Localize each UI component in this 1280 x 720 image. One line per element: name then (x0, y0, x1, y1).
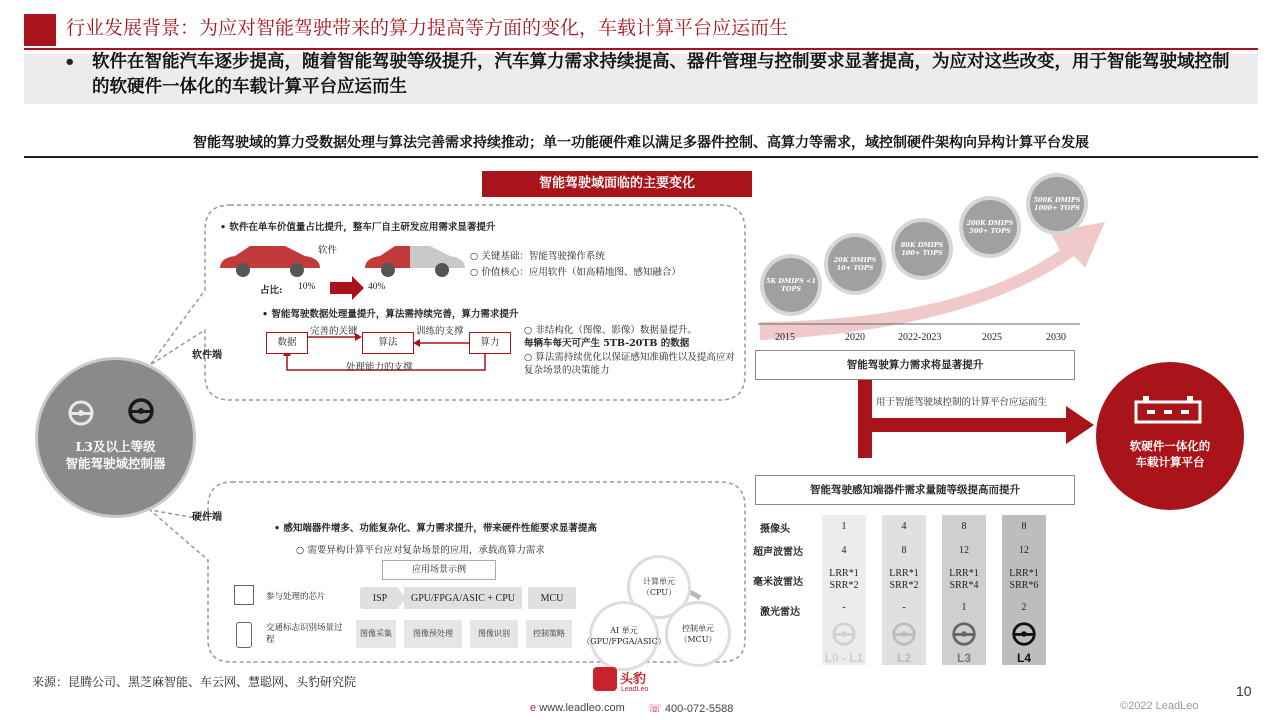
compute-unit: 计算单元（CPU） (630, 558, 688, 616)
share-label: 占比: (260, 285, 283, 296)
steering-hands-off-icon (66, 398, 96, 432)
hardware-side-label: 硬件端 (192, 512, 222, 523)
mmw1-l3: LRR*1 (949, 568, 979, 579)
process-label: 交通标志识别场景过程 (266, 623, 343, 645)
camera-l4: 8 (1021, 521, 1027, 532)
brand-logo-icon (593, 667, 617, 691)
year-2015: 2015 (775, 332, 795, 343)
mmw2-l2: SRR*2 (889, 580, 919, 591)
compute-caption: 智能驾驶算力需求将显著提升 (755, 350, 1075, 380)
control-unit: 控制单元（MCU） (668, 604, 728, 664)
lidar-l0: - (842, 602, 846, 613)
mmw2-l0: SRR*2 (829, 580, 859, 591)
compute-pin-2025: 200K DMIPS 500+ TOPS (963, 200, 1017, 254)
level-l3: L3 (956, 651, 971, 665)
source-note: 来源：昆腾公司、黑芝麻智能、车云网、慧聪网、头豹研究院 (32, 675, 357, 689)
controller-label: L3及以上等级 智能驾驶域控制器 (65, 439, 166, 471)
software-tag: 软件 (318, 245, 338, 256)
row-label-lidar: 激光雷达 (760, 607, 800, 618)
year-2020: 2020 (845, 332, 865, 343)
year-2025: 2025 (982, 332, 1002, 343)
phone-number: ☏ 400-072-5588 (648, 703, 734, 715)
copyright: ©2022 LeadLeo (1120, 700, 1199, 712)
mmw1-l4: LRR*1 (1009, 568, 1039, 579)
sensor-caption: 智能驾驶感知端器件需求量随等级提高而提升 (755, 475, 1075, 505)
output-circle (1096, 362, 1244, 510)
section-subheading: 智能驾驶域的算力受数据处理与算法完善需求持续推动；单一功能硬件难以满足多器件控制、高算力等需求，域控制硬件架构向异构计算平台发展 (193, 135, 1089, 151)
flow-data-box: 数据 (266, 332, 308, 354)
chip-icon (234, 585, 254, 605)
ai-unit: AI 单元（GPU/FPGA/ASIC） (592, 604, 656, 668)
row-label-ultrasonic: 超声波雷达 (753, 547, 803, 558)
summary-bullet: • (64, 52, 76, 73)
flow-algorithm-box: 算法 (362, 332, 414, 354)
year-2030: 2030 (1046, 332, 1066, 343)
car-icon-after (360, 240, 470, 280)
ultrasonic-l2: 8 (901, 545, 907, 556)
step-capture: 图像采集 (356, 620, 396, 648)
software-point-1: • 软件在单车价值量占比提升，整车厂自主研发应用需求显著提升 (220, 222, 496, 233)
flow-edge-3: 处理能力的支撑 (346, 362, 413, 373)
page-title: 行业发展背景：为应对智能驾驶带来的算力提高等方面的变化，车载计算平台应运而生 (66, 17, 789, 39)
output-label: 软硬件一体化的 车载计算平台 (1129, 439, 1211, 469)
website-link[interactable]: e www.leadleo.com (530, 702, 625, 714)
level-l0-l1: L0 - L1 (824, 651, 864, 665)
scene-header: 应用场景示例 (382, 560, 496, 580)
share-to: 40% (368, 282, 386, 292)
steering-l3-icon (950, 620, 978, 648)
software-note-1: ○ 非结构化（图像、影像）数据量提升。 每辆车每天可产生 5TB-20TB 的数据 (524, 325, 697, 349)
steering-l2-icon (890, 620, 918, 648)
share-from: 10% (298, 282, 316, 292)
level-l4: L4 (1016, 651, 1031, 665)
brand-name: 头豹 (620, 672, 647, 687)
software-point-2: • 智能驾驶数据处理量提升，算法需持续完善，算力需求提升 (262, 309, 519, 320)
software-side-label: 软件端 (192, 350, 222, 361)
flow-compute-box: 算力 (469, 332, 511, 354)
page-number: 10 (1236, 683, 1252, 699)
flow-edge-2: 训练的支撑 (416, 326, 464, 337)
compute-pin-2030: 500K DMIPS 1000+ TOPS (1030, 177, 1084, 231)
chip-gpu-cpu: GPU/FPGA/ASIC + CPU (404, 587, 522, 609)
arrow-note: 用于智能驾驶域控制的计算平台应运而生 (876, 397, 1048, 408)
chip-isp: ISP (362, 587, 398, 609)
level-l2: L2 (896, 651, 911, 665)
steering-l4-icon (1010, 620, 1038, 648)
lidar-l4: 2 (1021, 602, 1027, 613)
compute-platform-icon (1133, 394, 1203, 426)
lidar-l2: - (902, 602, 906, 613)
hardware-point-2: ○ 需要异构计算平台应对复杂场景的应用，承载高算力需求 (296, 545, 545, 556)
compute-pin-2015: 5K DMIPS <1 TOPS (764, 258, 818, 312)
chip-label: 参与处理的芯片 (266, 592, 326, 602)
step-preprocess: 图像预处理 (404, 620, 462, 648)
camera-l2: 4 (901, 521, 907, 532)
row-label-camera: 摄像头 (760, 524, 790, 535)
ultrasonic-l4: 12 (1019, 545, 1029, 556)
ultrasonic-l0: 4 (841, 545, 847, 556)
ultrasonic-l3: 12 (959, 545, 969, 556)
mmw2-l3: SRR*4 (949, 580, 979, 591)
key-basis: ○ 关键基础：智能驾驶操作系统 (470, 251, 605, 262)
software-note-2: ○ 算法需持续优化以保证感知准确性以及提高应对复杂场景的决策能力 (524, 352, 735, 376)
brand-name-en: LeadLeo (621, 686, 649, 693)
mmw2-l4: SRR*6 (1009, 580, 1039, 591)
flow-edge-1: 完善的关键 (310, 326, 358, 337)
camera-l3: 8 (961, 521, 967, 532)
compute-pin-2022-2023: 80K DMIPS 100+ TOPS (895, 222, 949, 276)
traffic-light-icon (236, 622, 252, 648)
phone-icon: ☏ (648, 703, 662, 715)
car-icon-before (215, 240, 325, 280)
step-control: 控制策略 (526, 620, 572, 648)
camera-l0: 1 (841, 521, 847, 532)
changes-banner: 智能驾驶域面临的主要变化 (482, 171, 752, 197)
summary-text: 软件在智能汽车逐步提高，随着智能驾驶等级提升，汽车算力需求持续提高、器件管理与控制要求显著提高，为应对这些改变，用于智能驾驶域控制的软硬件一体化的车载计算平台应运而生 (92, 52, 1230, 97)
step-recognize: 图像识别 (470, 620, 518, 648)
year-2022-2023: 2022-2023 (898, 332, 942, 343)
mmw1-l2: LRR*1 (889, 568, 919, 579)
chip-mcu: MCU (528, 587, 576, 609)
hardware-point-1: • 感知端器件增多、功能复杂化、算力需求提升，带来硬件性能要求显著提高 (274, 523, 597, 534)
value-core: ○ 价值核心：应用软件（如高精地图、感知融合） (470, 267, 681, 278)
steering-l0-icon (830, 620, 858, 648)
lidar-l3: 1 (961, 602, 967, 613)
steering-hands-on-icon (126, 396, 156, 430)
row-label-mmwave: 毫米波雷达 (753, 577, 803, 588)
compute-pin-2020: 20K DMIPS 10+ TOPS (828, 237, 882, 291)
mmw1-l0: LRR*1 (829, 568, 859, 579)
